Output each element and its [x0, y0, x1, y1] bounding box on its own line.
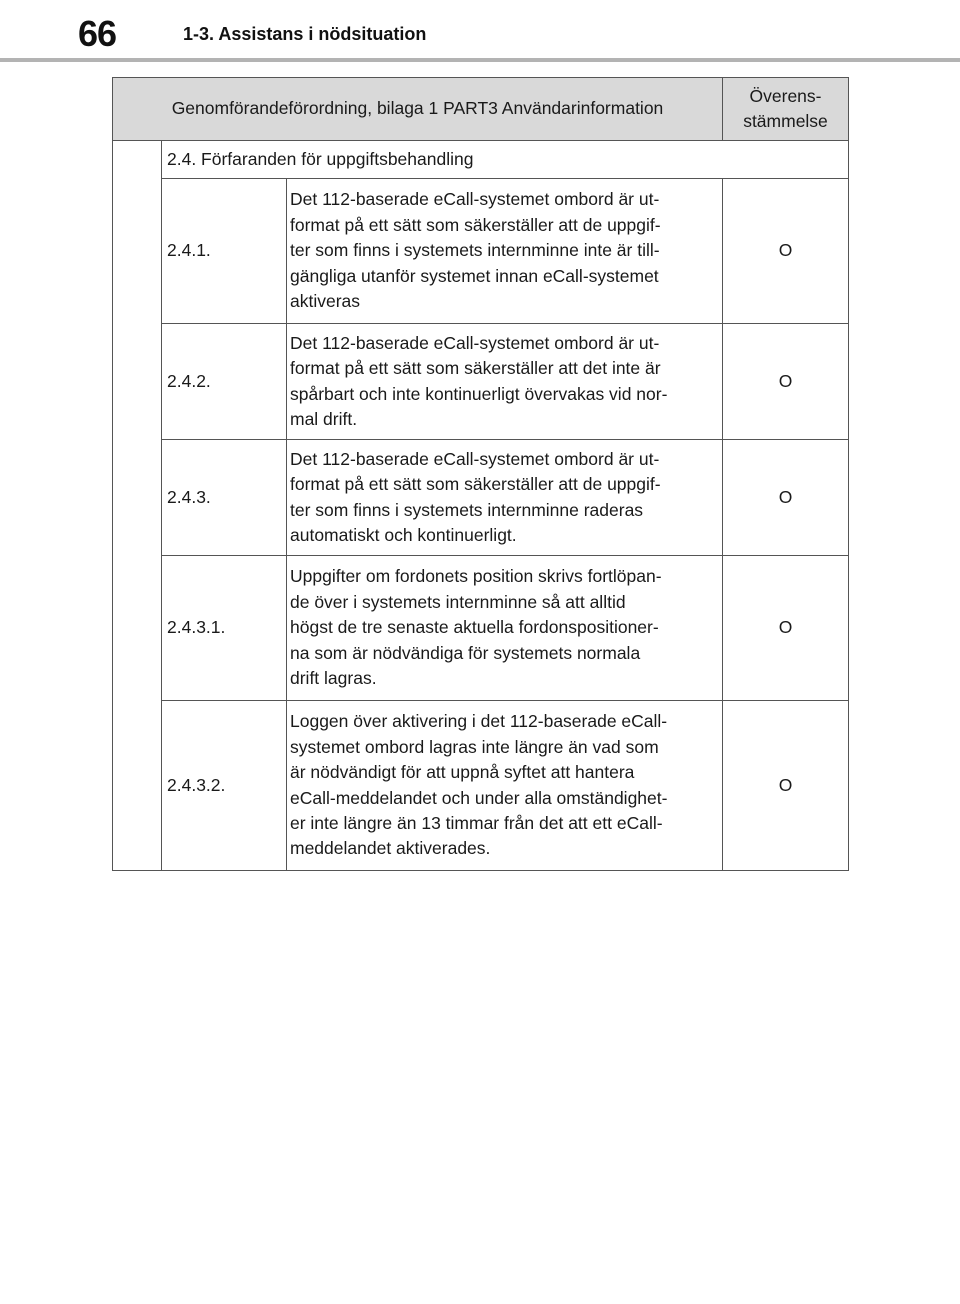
table-row: [113, 324, 849, 440]
clause-text: Det 112-baserade eCall-systemet ombord är ut- format på ett sätt som säkerställer att de uppgif- ter som finns i systemets internminne inte är till- gängliga utanför systemet innan eCall-systemet aktiveras: [287, 179, 723, 324]
page-number: 66: [78, 13, 117, 54]
section-heading-row: [113, 141, 849, 179]
clause-number: 2.4.2.: [162, 324, 287, 440]
compliance-mark: O: [723, 179, 849, 324]
clause-number: 2.4.3.2.: [162, 701, 287, 871]
clause-number: 2.4.3.: [162, 440, 287, 556]
clause-text: Det 112-baserade eCall-systemet ombord är ut- format på ett sätt som säkerställer att de uppgif- ter som finns i systemets internminne raderas automatiskt och kontinuerligt.: [287, 440, 723, 556]
clause-text: Loggen över aktivering i det 112-baserade eCall- systemet ombord lagras inte längre än vad som är nödvändigt för att uppnå syftet att hantera eCall-meddelandet och under alla omständighet- er inte längre än 13 timmar från det att ett eCall- meddelandet aktiverades.: [287, 701, 723, 871]
compliance-mark: O: [723, 324, 849, 440]
table-row: [113, 701, 849, 871]
clause-number: 2.4.3.1.: [162, 556, 287, 701]
clause-number: 2.4.1.: [162, 179, 287, 324]
blank-indent-cell: [113, 141, 162, 871]
section-title: 1-3. Assistans i nödsituation: [183, 24, 427, 44]
column-header-regulation: Genomförandeförordning, bilaga 1 PART3 Användarinformation: [113, 78, 723, 141]
compliance-mark: O: [723, 556, 849, 701]
page-header: [0, 0, 960, 60]
section-heading: 2.4. Förfaranden för uppgiftsbehandling: [162, 141, 849, 179]
compliance-mark: O: [723, 440, 849, 556]
compliance-mark: O: [723, 701, 849, 871]
table-row: [113, 556, 849, 701]
clause-text: Uppgifter om fordonets position skrivs fortlöpan- de över i systemets internminne så att alltid högst de tre senaste aktuella fordonspositioner- na som är nödvändiga för systemets normala drift lagras.: [287, 556, 723, 701]
regulation-table: [112, 77, 849, 871]
clause-text: Det 112-baserade eCall-systemet ombord är ut- format på ett sätt som säkerställer att det inte är spårbart och inte kontinuerligt övervakas vid nor- mal drift.: [287, 324, 723, 440]
table-header-row: [113, 78, 849, 141]
header-rule: [0, 58, 960, 62]
column-header-compliance: Överens- stämmelse: [723, 78, 849, 141]
table-row: [113, 440, 849, 556]
table-row: [113, 179, 849, 324]
